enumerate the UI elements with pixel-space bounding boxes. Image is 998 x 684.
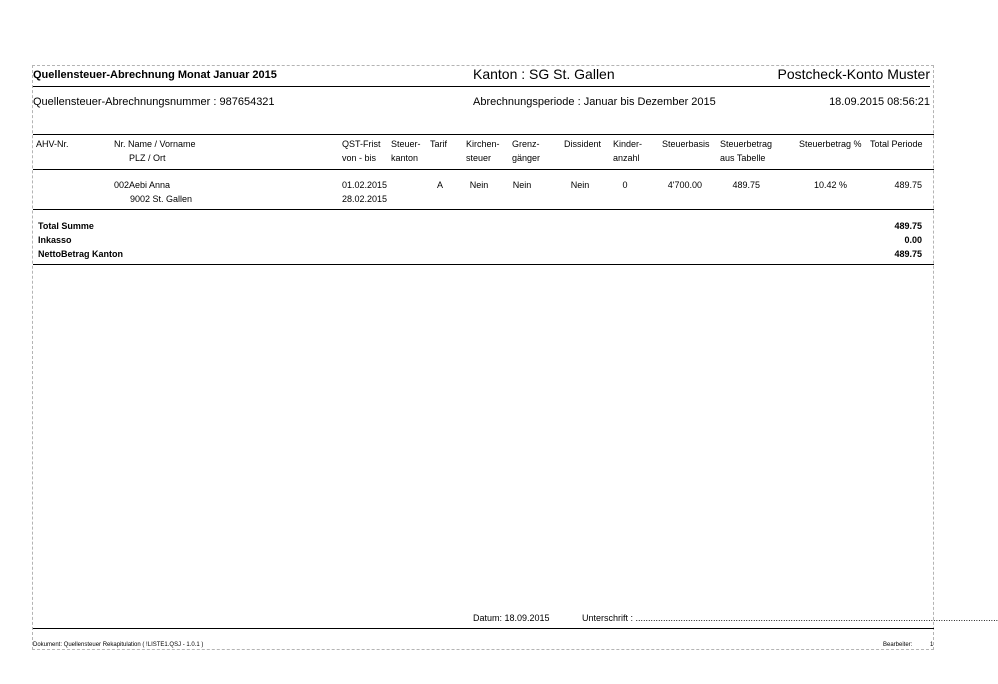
- col-grenzgaenger-2: gänger: [512, 153, 541, 163]
- row-steuerbetrag-pct: 10.42 %: [813, 180, 847, 190]
- total-summe-label: Total Summe: [38, 221, 94, 231]
- col-steuerbetrag-2: aus Tabelle: [720, 153, 766, 163]
- total-summe-value: 489.75: [894, 221, 922, 231]
- netto-label: NettoBetrag Kanton: [38, 249, 123, 259]
- row-kirchensteuer: Nein: [469, 180, 489, 190]
- report-title: Quellensteuer-Abrechnung Monat Januar 2015: [33, 69, 277, 81]
- row-steuerbetrag-tabelle: 489.75: [732, 180, 760, 190]
- col-kirchensteuer: Kirchen-: [466, 139, 500, 149]
- header-divider: [33, 86, 930, 87]
- footer-unterschrift: Unterschrift : .................................................................................................................................................: [582, 613, 998, 623]
- col-steuerkanton-2: kanton: [391, 153, 419, 163]
- row-von: 01.02.2015: [342, 180, 388, 190]
- konto-label: Postcheck-Konto Muster: [777, 66, 930, 82]
- row-plz-ort: 9002 St. Gallen: [130, 194, 193, 204]
- footer-bearbeiter: Bearbeiter:: [883, 642, 913, 648]
- col-kinderanzahl: Kinder-: [613, 139, 643, 149]
- columns-top-divider: [33, 134, 934, 135]
- totals-bottom-divider: [33, 264, 934, 265]
- col-kinderanzahl-2: anzahl: [613, 153, 640, 163]
- abrechnungsperiode: Abrechnungsperiode : Januar bis Dezember 2015: [473, 96, 716, 108]
- col-kirchensteuer-2: steuer: [466, 153, 492, 163]
- inkasso-label: Inkasso: [38, 235, 72, 245]
- row-grenzgaenger: Nein: [512, 180, 532, 190]
- row-steuerbasis: 4'700.00: [667, 180, 702, 190]
- col-ahv: AHV-Nr.: [36, 139, 69, 149]
- col-steuerbasis: Steuerbasis: [662, 139, 710, 149]
- inkasso-value: 0.00: [904, 235, 922, 245]
- col-tarif: Tarif: [430, 139, 448, 149]
- row-bis: 28.02.2015: [342, 194, 388, 204]
- print-datetime: 18.09.2015 08:56:21: [829, 96, 930, 108]
- footer-dokument: Dokument: Quellensteuer Rekapitulation ( !LISTE1.QSJ - 1.0.1 ): [33, 642, 204, 648]
- col-steuerkanton: Steuer-: [391, 139, 421, 149]
- row-nr-name: 002Aebi Anna: [114, 180, 171, 190]
- col-dissident: Dissident: [564, 139, 602, 149]
- footer-page-number: 1: [930, 642, 934, 648]
- col-total-periode: Total Periode: [870, 139, 923, 149]
- kanton-label: Kanton : SG St. Gallen: [473, 66, 615, 82]
- row-tarif: A: [436, 180, 443, 190]
- col-steuerbetrag: Steuerbetrag: [720, 139, 773, 149]
- col-plz-ort: PLZ / Ort: [129, 153, 166, 163]
- rows-bottom-divider: [33, 209, 934, 210]
- footer-divider: [33, 628, 934, 629]
- row-kinderanzahl: 0: [622, 180, 628, 190]
- col-grenzgaenger: Grenz-: [512, 139, 540, 149]
- footer-datum: Datum: 18.09.2015: [473, 613, 550, 623]
- col-name: Nr. Name / Vorname: [114, 139, 196, 149]
- abrechnungsnummer: Quellensteuer-Abrechnungsnummer : 987654321: [33, 96, 275, 108]
- col-von-bis: von - bis: [342, 153, 377, 163]
- col-steuerbetrag-pct: Steuerbetrag %: [799, 139, 862, 149]
- netto-value: 489.75: [894, 249, 922, 259]
- row-total-periode: 489.75: [894, 180, 922, 190]
- row-dissident: Nein: [570, 180, 590, 190]
- columns-bottom-divider: [33, 169, 934, 170]
- col-qst-frist: QST-Frist: [342, 139, 381, 149]
